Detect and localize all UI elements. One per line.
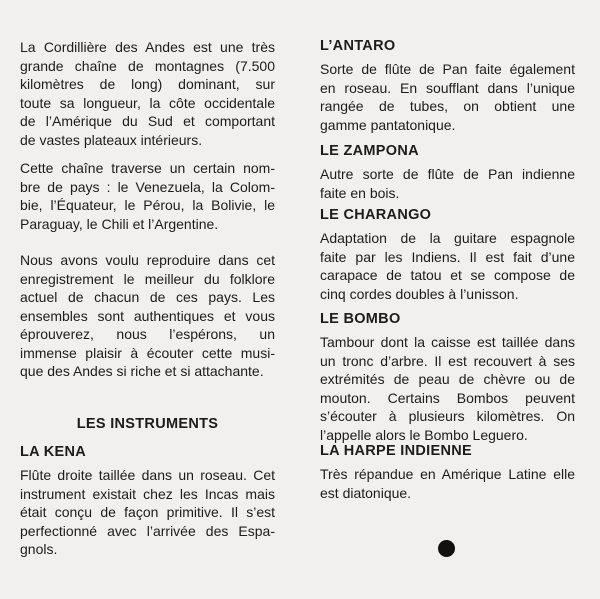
instrument-heading: LA HARPE INDIENNE (320, 443, 472, 459)
text-line: carapace de tatou et se compose de (320, 267, 575, 283)
text-line: mouton. Certains Bombos peuvent (320, 389, 575, 406)
text-line: rangée de tubes, on obtient une (320, 98, 575, 114)
section-title: LES INSTRUMENTS (76, 416, 219, 432)
instrument-heading: LE BOMBO (320, 311, 401, 327)
text-line: kilomètres de long) dominant, sur (20, 76, 275, 92)
text-line: que des Andes si riche et si attachante. (20, 363, 264, 379)
text-line: éprouverez, nous l’espérons, un (20, 326, 275, 342)
text-line: Cette chaîne traverse un certain nom- (20, 160, 275, 176)
text-line: bre de pays : le Venezuela, la Colom- (20, 178, 275, 195)
text-line: immense plaisir à écouter cette musi- (20, 344, 275, 361)
text-line: bie, l’Équateur, le Pérou, la Bolivie, le (20, 197, 275, 213)
text-line: gnols. (20, 541, 58, 557)
bullet-dot (438, 540, 455, 557)
text-line: Flûte droite taillée dans un roseau. Cet (20, 467, 275, 483)
text-line: est diatonique. (320, 484, 412, 501)
text-line: était conçu de façon primitive. Il s’est (20, 504, 275, 520)
text-line: toute sa longueur, la côte occidentale (20, 94, 275, 111)
text-line: l’appelle alors le Bombo Leguero. (320, 426, 528, 443)
text-line: perfectionné avec l’arrivée des Espa- (20, 522, 275, 539)
text-line: de l’Amérique du Sud et comportant (20, 113, 275, 129)
intro-paragraph (20, 38, 275, 149)
text-line: faite par les Indiens. Il est fait d’une (320, 248, 575, 265)
text-line: actuel de chacun de ces pays. Les (20, 289, 275, 305)
text-line: instrument existait chez les Incas mais (20, 485, 275, 502)
text-line: de vastes plateaux intérieurs. (20, 131, 203, 148)
text-line: Très répandue en Amérique Latine elle (320, 466, 575, 482)
intro-paragraph (20, 251, 275, 381)
text-line: ensembles sont authentiques et vous (20, 307, 275, 324)
text-line: La Cordillière des Andes est une très (20, 39, 275, 55)
instrument-description (20, 466, 275, 559)
instrument-heading: L’ANTARO (320, 38, 396, 54)
instrument-description (320, 165, 575, 202)
instrument-description (320, 333, 575, 444)
intro-paragraph (20, 159, 275, 233)
instrument-description (320, 229, 575, 303)
text-line: Nous avons voulu reproduire dans cet (20, 252, 275, 268)
text-line: s’écouter à plusieurs kilomètres. On (320, 408, 575, 424)
text-line: Paraguay, le Chili et l’Argentine. (20, 215, 219, 232)
text-line: Tambour dont la caisse est taillée dans (320, 334, 575, 350)
text-line: grande chaîne de montagnes (7.500 (20, 57, 275, 74)
text-line: Adaptation de la guitare espagnole (320, 230, 575, 246)
instrument-heading: LE CHARANGO (320, 207, 432, 223)
text-line: un tronc d’arbre. Il est recouvert à ses (320, 352, 575, 369)
text-line: enregistrement le meilleur du folklore (20, 270, 275, 287)
instrument-description (320, 60, 575, 134)
text-line: extrémités de peau de chèvre ou de (320, 371, 575, 387)
text-line: en roseau. En soufflant dans l’unique (320, 79, 575, 96)
text-line: cinq cordes doubles à l’unisson. (320, 285, 519, 302)
text-line: Sorte de flûte de Pan faite également (320, 61, 575, 77)
instrument-heading: LA KENA (20, 444, 87, 460)
instrument-description (320, 465, 575, 502)
text-line: faite en bois. (320, 184, 400, 201)
instrument-heading: LE ZAMPONA (320, 143, 419, 159)
text-line: Autre sorte de flûte de Pan indienne (320, 166, 575, 182)
text-line: gamme pantatonique. (320, 116, 456, 133)
